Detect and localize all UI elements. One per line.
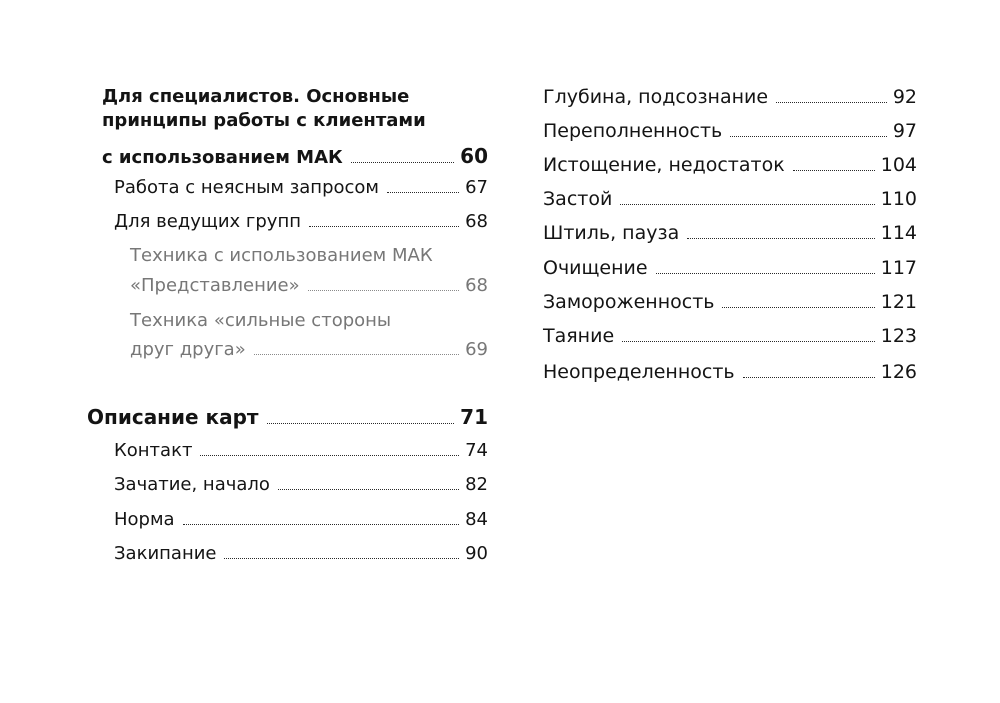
toc-entry-page: 82 <box>465 474 488 495</box>
toc-entry[interactable] <box>114 543 488 564</box>
toc-entry-page: 71 <box>460 405 488 429</box>
toc-entry-page: 110 <box>880 188 917 210</box>
toc-leader-dots <box>278 489 459 490</box>
toc-leader-dots <box>793 170 875 171</box>
toc-entry[interactable] <box>543 188 917 210</box>
toc-leader-dots <box>743 377 875 378</box>
toc-leader-dots <box>622 341 875 342</box>
toc-entry[interactable] <box>114 509 488 530</box>
toc-entry-page: 126 <box>880 361 917 383</box>
toc-entry[interactable] <box>114 211 488 232</box>
toc-leader-dots <box>254 354 459 355</box>
toc-entry-title: Для ведущих групп <box>114 211 301 232</box>
toc-entry-title: Работа с неясным запросом <box>114 177 379 198</box>
toc-leader-dots <box>620 204 874 205</box>
toc-entry-title: Очищение <box>543 257 648 279</box>
toc-entry-page: 97 <box>892 120 917 142</box>
toc-leader-dots <box>656 273 875 274</box>
toc-entry-specialists[interactable] <box>102 144 488 168</box>
toc-entry-page: 60 <box>460 144 488 168</box>
toc-entry[interactable] <box>543 361 917 383</box>
toc-leader-dots <box>183 524 460 525</box>
toc-entry-title: Таяние <box>543 325 615 347</box>
toc-entry-title: друг друга» <box>130 339 246 360</box>
toc-entry-title: Описание карт <box>87 405 259 429</box>
toc-leader-dots <box>730 136 887 137</box>
toc-entry-title: Глубина, подсознание <box>543 86 769 108</box>
toc-leader-dots <box>309 226 459 227</box>
toc-entry[interactable] <box>543 86 917 108</box>
toc-subentry-title: Техника «сильные стороны <box>130 310 392 331</box>
toc-entry-page: 90 <box>465 543 488 564</box>
toc-entry[interactable] <box>543 257 917 279</box>
toc-entry-title: Закипание <box>114 543 217 564</box>
toc-entry-page: 121 <box>880 291 917 313</box>
toc-entry-page: 84 <box>465 509 488 530</box>
toc-entry-title: Переполненность <box>543 120 723 142</box>
toc-entry-title: Истощение, недостаток <box>543 154 785 176</box>
toc-entry-title: Штиль, пауза <box>543 222 680 244</box>
toc-entry[interactable] <box>543 291 917 313</box>
toc-entry-page: 67 <box>465 177 488 198</box>
toc-entry-page: 104 <box>880 154 917 176</box>
toc-entry[interactable] <box>543 120 917 142</box>
toc-entry[interactable] <box>543 154 917 176</box>
toc-entry-title: Неопределенность <box>543 361 735 383</box>
toc-entry-page: 68 <box>465 275 488 296</box>
toc-leader-dots <box>267 423 455 424</box>
toc-entry-title: Замороженность <box>543 291 715 313</box>
toc-section-title-line: Для специалистов. Основные <box>102 86 410 107</box>
toc-entry[interactable] <box>114 177 488 198</box>
toc-leader-dots <box>351 162 454 163</box>
toc-entry-title: Контакт <box>114 440 193 461</box>
toc-leader-dots <box>200 455 459 456</box>
toc-subentry[interactable] <box>130 339 488 360</box>
toc-entry-title: Зачатие, начало <box>114 474 270 495</box>
toc-leader-dots <box>224 558 459 559</box>
toc-entry-page: 74 <box>465 440 488 461</box>
toc-leader-dots <box>387 192 459 193</box>
toc-subentry-title: Техника с использованием МАК <box>130 245 433 266</box>
toc-entry-title: Застой <box>543 188 613 210</box>
toc-section-title-line: принципы работы с клиентами <box>102 110 426 131</box>
toc-entry[interactable] <box>114 440 488 461</box>
toc-entry-page: 114 <box>880 222 917 244</box>
toc-subentry-line1 <box>130 310 391 331</box>
toc-entry[interactable] <box>114 474 488 495</box>
toc-section-specialists-title <box>102 86 426 131</box>
toc-entry-page: 117 <box>880 257 917 279</box>
toc-leader-dots <box>776 102 887 103</box>
toc-entry[interactable] <box>543 325 917 347</box>
toc-entry-page: 68 <box>465 211 488 232</box>
toc-entry-page: 123 <box>880 325 917 347</box>
toc-entry-cards[interactable] <box>87 405 488 429</box>
toc-entry-title: «Представление» <box>130 275 300 296</box>
toc-entry-title: с использованием МАК <box>102 147 343 168</box>
toc-entry-title: Норма <box>114 509 175 530</box>
toc-entry-page: 92 <box>892 86 917 108</box>
toc-entry-page: 69 <box>465 339 488 360</box>
toc-leader-dots <box>308 290 459 291</box>
toc-entry[interactable] <box>543 222 917 244</box>
toc-leader-dots <box>722 307 874 308</box>
toc-leader-dots <box>687 238 875 239</box>
toc-subentry-line1 <box>130 245 433 266</box>
toc-subentry[interactable] <box>130 275 488 296</box>
